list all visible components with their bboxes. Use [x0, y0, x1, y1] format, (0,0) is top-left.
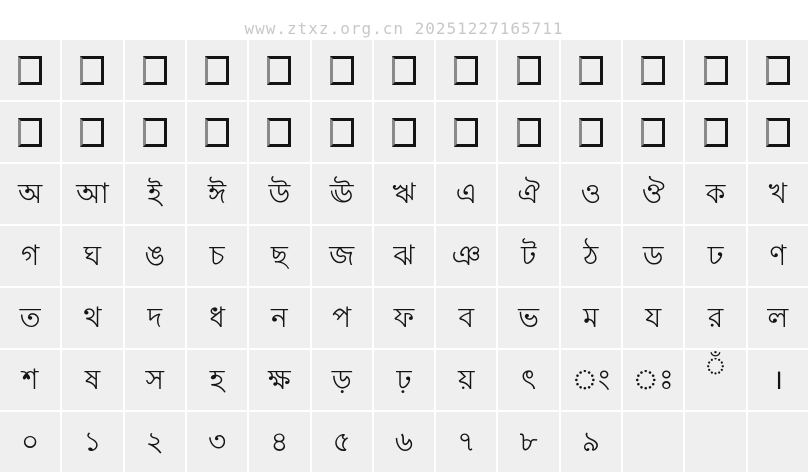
- glyph-cell: [498, 164, 558, 224]
- notdef-box-icon: [143, 56, 167, 85]
- glyph-cell: [623, 164, 683, 224]
- glyph-char: উ: [268, 177, 291, 210]
- notdef-box-icon: [392, 118, 416, 147]
- glyph-cell: [623, 102, 683, 162]
- glyph-char: ধ: [209, 301, 225, 334]
- glyph-cell: [312, 164, 372, 224]
- glyph-cell: [125, 288, 185, 348]
- glyph-cell: [436, 226, 496, 286]
- notdef-box-icon: [267, 118, 291, 147]
- glyph-cell: [436, 40, 496, 100]
- glyph-char: ঝ: [393, 239, 415, 272]
- glyph-char: গ: [20, 239, 40, 272]
- glyph-char: ও: [580, 177, 602, 210]
- glyph-cell: [685, 40, 745, 100]
- notdef-box-icon: [579, 56, 603, 85]
- glyph-cell: [374, 350, 434, 410]
- glyph-char: ক: [705, 177, 726, 210]
- glyph-char: ০: [21, 425, 40, 458]
- notdef-box-icon: [392, 56, 416, 85]
- glyph-char: ছ: [270, 239, 288, 272]
- glyph-char: ।: [772, 363, 784, 396]
- glyph-cell: [312, 412, 372, 472]
- glyph-char: চ: [209, 239, 225, 272]
- glyph-char: ৬: [394, 425, 414, 458]
- glyph-cell: [62, 226, 122, 286]
- glyph-char: ণ: [769, 239, 787, 272]
- glyph-char: এ: [455, 177, 477, 210]
- glyph-char: ল: [767, 301, 789, 334]
- glyph-char: ঁ: [704, 352, 727, 380]
- glyph-char: ড়: [331, 363, 352, 396]
- glyph-cell: [0, 40, 60, 100]
- glyph-char: ঔ: [641, 177, 665, 210]
- notdef-box-icon: [80, 56, 104, 85]
- watermark-text: www.ztxz.org.cn 20251227165711: [244, 19, 564, 38]
- glyph-char: অ: [18, 177, 43, 210]
- glyph-char: য়: [458, 363, 475, 396]
- glyph-cell: [748, 288, 808, 348]
- glyph-cell: [374, 412, 434, 472]
- glyph-cell: [748, 350, 808, 410]
- glyph-cell: [125, 226, 185, 286]
- glyph-char: ক্ষ: [268, 363, 291, 396]
- glyph-cell: [312, 102, 372, 162]
- glyph-char: ঞ: [451, 239, 482, 272]
- notdef-box-icon: [454, 118, 478, 147]
- glyph-char: হ: [209, 363, 225, 396]
- glyph-char: ঙ: [144, 239, 166, 272]
- glyph-cell: [748, 164, 808, 224]
- notdef-box-icon: [641, 56, 665, 85]
- glyph-cell: [623, 40, 683, 100]
- glyph-cell: [374, 164, 434, 224]
- glyph-cell: [249, 226, 309, 286]
- glyph-cell: [249, 40, 309, 100]
- glyph-char: ম: [583, 301, 599, 334]
- glyph-char: ভ: [518, 301, 540, 334]
- glyph-grid: [0, 40, 808, 472]
- glyph-cell: [561, 226, 621, 286]
- glyph-cell: [623, 226, 683, 286]
- glyph-cell: [748, 40, 808, 100]
- glyph-cell: [0, 288, 60, 348]
- glyph-cell: [62, 102, 122, 162]
- glyph-cell: [312, 40, 372, 100]
- glyph-cell: [249, 164, 309, 224]
- notdef-box-icon: [205, 118, 229, 147]
- glyph-cell: [748, 102, 808, 162]
- glyph-cell: [561, 102, 621, 162]
- notdef-box-icon: [517, 56, 541, 85]
- notdef-box-icon: [330, 118, 354, 147]
- glyph-cell: [62, 164, 122, 224]
- glyph-char: দ: [147, 301, 163, 334]
- glyph-cell: [623, 412, 683, 472]
- glyph-cell: [561, 350, 621, 410]
- glyph-cell: [125, 102, 185, 162]
- notdef-box-icon: [330, 56, 354, 85]
- glyph-cell: [374, 40, 434, 100]
- glyph-char: ঘ: [83, 239, 102, 272]
- glyph-char: ঃ: [632, 363, 674, 396]
- glyph-cell: [374, 226, 434, 286]
- glyph-cell: [62, 412, 122, 472]
- glyph-cell: [436, 412, 496, 472]
- notdef-box-icon: [18, 56, 42, 85]
- glyph-cell: [374, 102, 434, 162]
- glyph-char: ৫: [332, 425, 351, 458]
- glyph-cell: [125, 412, 185, 472]
- glyph-cell: [498, 226, 558, 286]
- glyph-char: ই: [147, 177, 163, 210]
- glyph-char: ৩: [207, 425, 227, 458]
- glyph-cell: [561, 40, 621, 100]
- glyph-cell: [187, 40, 247, 100]
- glyph-char: প: [332, 301, 352, 334]
- glyph-cell: [187, 102, 247, 162]
- glyph-cell: [498, 350, 558, 410]
- glyph-char: শ: [21, 363, 39, 396]
- glyph-cell: [685, 288, 745, 348]
- notdef-box-icon: [579, 118, 603, 147]
- glyph-cell: [561, 288, 621, 348]
- glyph-char: ৪: [270, 425, 289, 458]
- glyph-cell: [436, 350, 496, 410]
- glyph-char: ন: [271, 301, 288, 334]
- notdef-box-icon: [454, 56, 478, 85]
- glyph-char: খ: [768, 177, 788, 210]
- glyph-char: আ: [76, 177, 109, 210]
- glyph-cell: [436, 102, 496, 162]
- glyph-char: ট: [520, 239, 537, 272]
- glyph-char: ঈ: [207, 177, 227, 210]
- glyph-cell: [312, 350, 372, 410]
- notdef-box-icon: [704, 118, 728, 147]
- glyph-char: য: [645, 301, 662, 334]
- glyph-cell: [62, 288, 122, 348]
- glyph-cell: [249, 288, 309, 348]
- glyph-cell: [312, 226, 372, 286]
- notdef-box-icon: [80, 118, 104, 147]
- glyph-cell: [187, 288, 247, 348]
- glyph-cell: [312, 288, 372, 348]
- glyph-cell: [0, 164, 60, 224]
- notdef-box-icon: [267, 56, 291, 85]
- glyph-char: স: [145, 363, 165, 396]
- glyph-char: ৯: [581, 425, 600, 458]
- glyph-cell: [498, 288, 558, 348]
- glyph-char: ং: [571, 363, 611, 396]
- glyph-cell: [374, 288, 434, 348]
- glyph-cell: [685, 412, 745, 472]
- glyph-char: ৮: [519, 425, 538, 458]
- glyph-cell: [125, 40, 185, 100]
- notdef-box-icon: [641, 118, 665, 147]
- glyph-char: ফ: [393, 301, 415, 334]
- glyph-char: ষ: [84, 363, 101, 396]
- glyph-cell: [125, 164, 185, 224]
- glyph-char: জ: [329, 239, 355, 272]
- glyph-cell: [187, 412, 247, 472]
- glyph-char: ত: [19, 301, 41, 334]
- glyph-cell: [498, 102, 558, 162]
- glyph-cell: [125, 350, 185, 410]
- notdef-box-icon: [143, 118, 167, 147]
- glyph-cell: [561, 412, 621, 472]
- glyph-char: ঢ: [707, 239, 724, 272]
- notdef-box-icon: [205, 56, 229, 85]
- glyph-char: ৭: [457, 425, 476, 458]
- glyph-cell: [748, 412, 808, 472]
- notdef-box-icon: [18, 118, 42, 147]
- glyph-cell: [748, 226, 808, 286]
- glyph-cell: [249, 102, 309, 162]
- glyph-char: ১: [83, 425, 102, 458]
- glyph-cell: [0, 412, 60, 472]
- glyph-char: ২: [145, 425, 164, 458]
- glyph-char: ঋ: [392, 177, 416, 210]
- glyph-cell: [685, 350, 745, 410]
- glyph-cell: [62, 40, 122, 100]
- glyph-cell: [436, 288, 496, 348]
- glyph-cell: [187, 226, 247, 286]
- notdef-box-icon: [766, 118, 790, 147]
- glyph-cell: [498, 412, 558, 472]
- glyph-cell: [623, 288, 683, 348]
- notdef-box-icon: [704, 56, 728, 85]
- glyph-char: ড: [642, 239, 664, 272]
- glyph-char: থ: [83, 301, 102, 334]
- glyph-cell: [249, 412, 309, 472]
- glyph-char: ব: [458, 301, 475, 334]
- glyph-cell: [436, 164, 496, 224]
- glyph-char: ঐ: [517, 177, 540, 210]
- notdef-box-icon: [517, 118, 541, 147]
- glyph-char: ঢ়: [396, 363, 412, 396]
- glyph-cell: [561, 164, 621, 224]
- notdef-box-icon: [766, 56, 790, 85]
- glyph-char: ঠ: [583, 239, 599, 272]
- glyph-cell: [685, 226, 745, 286]
- glyph-cell: [498, 40, 558, 100]
- glyph-char: ৎ: [521, 363, 537, 396]
- glyph-cell: [249, 350, 309, 410]
- glyph-cell: [0, 102, 60, 162]
- glyph-char: র: [707, 301, 724, 334]
- glyph-cell: [0, 226, 60, 286]
- glyph-char: ঊ: [329, 177, 354, 210]
- glyph-cell: [623, 350, 683, 410]
- glyph-cell: [187, 350, 247, 410]
- glyph-cell: [187, 164, 247, 224]
- glyph-cell: [62, 350, 122, 410]
- glyph-cell: [0, 350, 60, 410]
- glyph-cell: [685, 164, 745, 224]
- glyph-cell: [685, 102, 745, 162]
